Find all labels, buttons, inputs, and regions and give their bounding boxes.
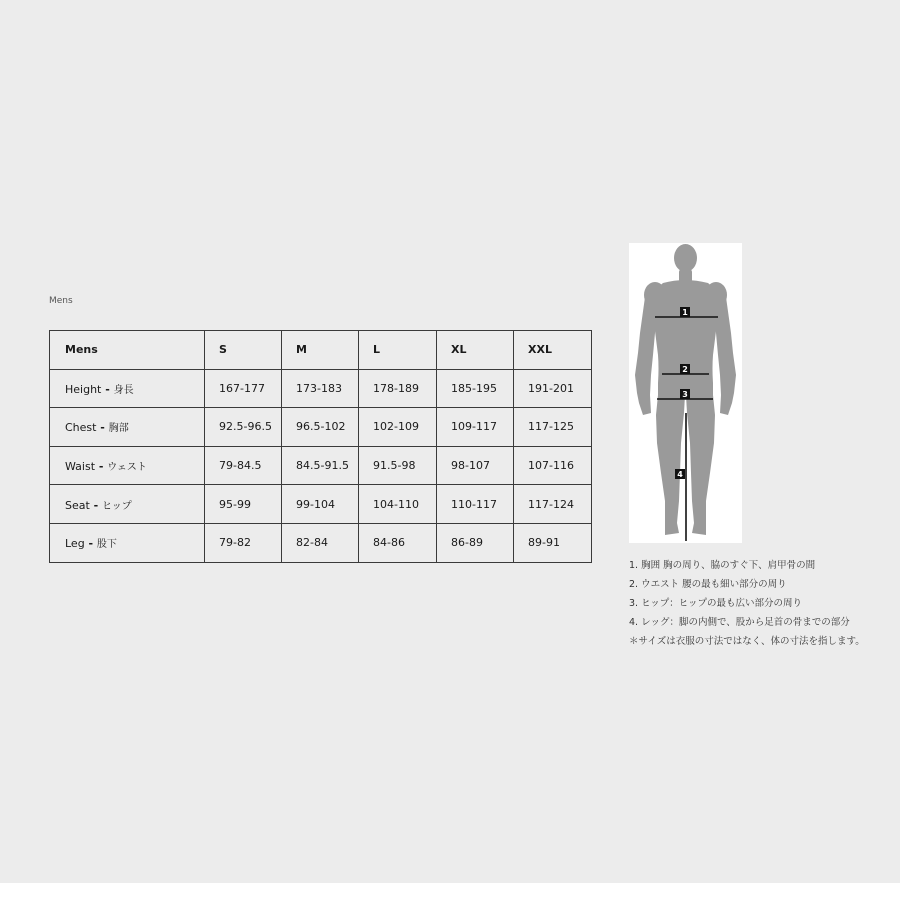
table-cell: 110-117: [437, 485, 514, 524]
row-label-waist: Waist - ウェスト: [50, 446, 205, 485]
note-leg: 4. レッグ：脚の内側で、股から足首の骨までの部分: [629, 617, 850, 628]
measurement-notes: [629, 556, 865, 651]
table-cell: 191-201: [514, 369, 592, 408]
header-cell-size-m: M: [282, 331, 359, 370]
table-row: [50, 485, 592, 524]
table-cell: 104-110: [359, 485, 437, 524]
table-cell: 173-183: [282, 369, 359, 408]
table-cell: 91.5-98: [359, 446, 437, 485]
table-cell: 82-84: [282, 523, 359, 562]
table-cell: 98-107: [437, 446, 514, 485]
table-cell: 99-104: [282, 485, 359, 524]
table-cell: 79-82: [205, 523, 282, 562]
table-cell: 96.5-102: [282, 408, 359, 447]
note-waist: 2. ウエスト 腰の最も細い部分の周り: [629, 579, 787, 590]
table-cell: 79-84.5: [205, 446, 282, 485]
marker-label-3: 3: [682, 390, 688, 399]
size-chart-table: [49, 330, 592, 563]
table-cell: 167-177: [205, 369, 282, 408]
table-cell: 86-89: [437, 523, 514, 562]
marker-label-1: 1: [682, 308, 688, 317]
table-row: [50, 523, 592, 562]
table-cell: 92.5-96.5: [205, 408, 282, 447]
note-hip: 3. ヒップ：ヒップの最も広い部分の周り: [629, 598, 803, 609]
table-cell: 95-99: [205, 485, 282, 524]
table-header-row: [50, 331, 592, 370]
section-label: Mens: [49, 296, 73, 306]
note-chest: 1. 胸囲 胸の周り、脇のすぐ下、肩甲骨の間: [629, 560, 816, 571]
header-cell-size-l: L: [359, 331, 437, 370]
marker-label-4: 4: [677, 470, 683, 479]
table-row: [50, 446, 592, 485]
table-cell: 117-125: [514, 408, 592, 447]
table-cell: 84.5-91.5: [282, 446, 359, 485]
table-cell: 102-109: [359, 408, 437, 447]
table-cell: 178-189: [359, 369, 437, 408]
table-cell: 107-116: [514, 446, 592, 485]
marker-label-2: 2: [682, 365, 688, 374]
header-cell-size-xxl: XXL: [514, 331, 592, 370]
row-label-leg: Leg - 股下: [50, 523, 205, 562]
body-silhouette-illustration: [629, 243, 742, 543]
table-cell: 185-195: [437, 369, 514, 408]
note-disclaimer: ＊サイズは衣服の寸法ではなく、体の寸法を指します。: [629, 636, 865, 647]
table-cell: 109-117: [437, 408, 514, 447]
table-cell: 89-91: [514, 523, 592, 562]
header-cell-label: Mens: [50, 331, 205, 370]
table-row: [50, 408, 592, 447]
body-measurement-figure: [629, 243, 742, 543]
row-label-height: Height - 身長: [50, 369, 205, 408]
table-row: [50, 369, 592, 408]
header-cell-size-s: S: [205, 331, 282, 370]
table-cell: 84-86: [359, 523, 437, 562]
header-cell-size-xl: XL: [437, 331, 514, 370]
row-label-chest: Chest - 胸部: [50, 408, 205, 447]
row-label-seat: Seat - ヒップ: [50, 485, 205, 524]
table-cell: 117-124: [514, 485, 592, 524]
